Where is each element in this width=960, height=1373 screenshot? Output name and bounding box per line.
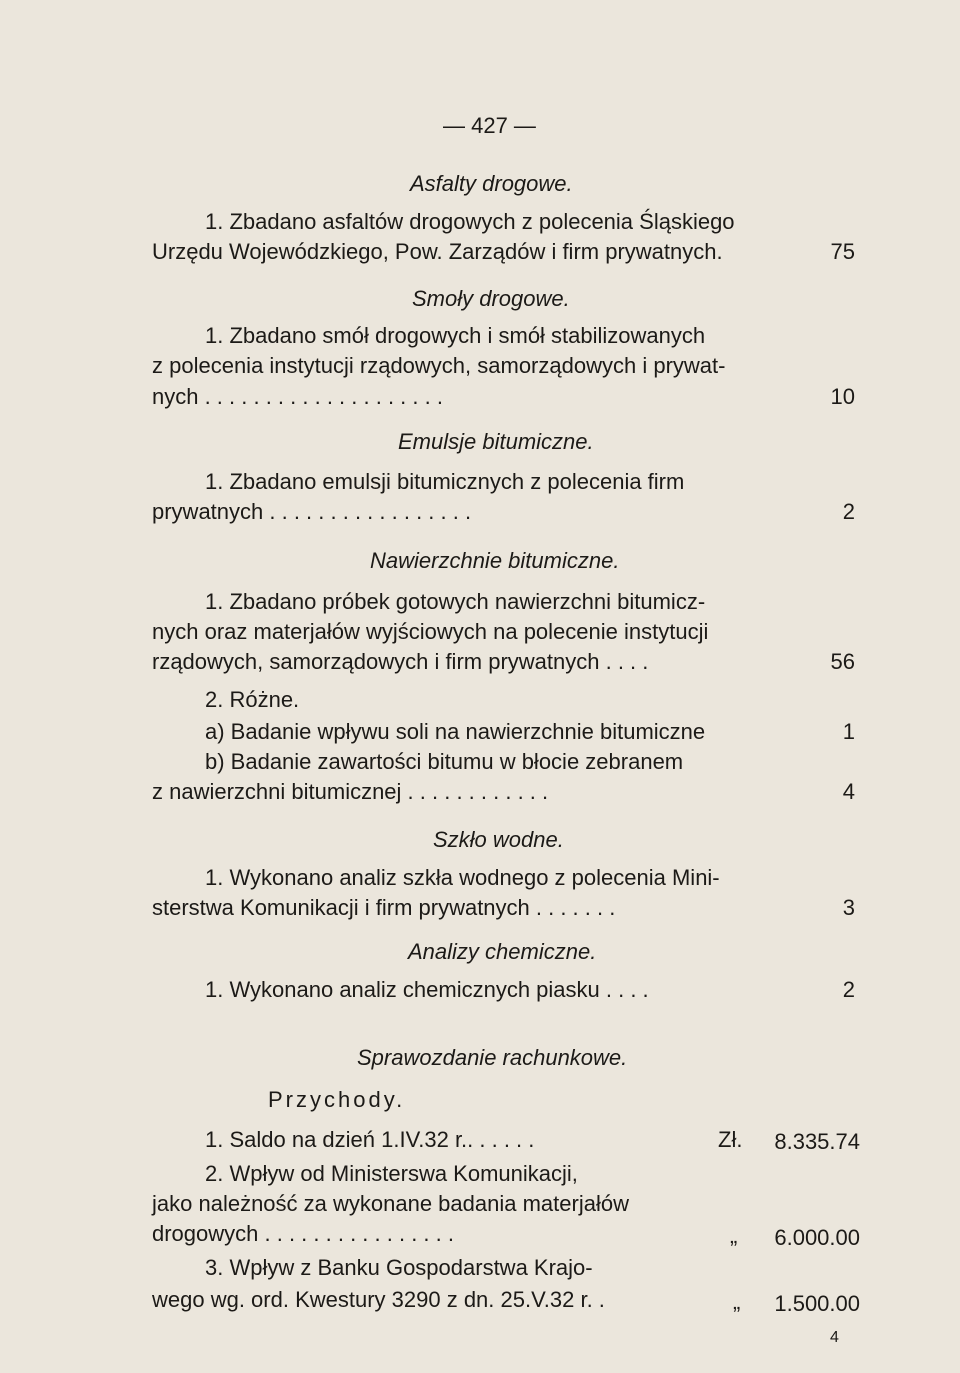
przychody-item-1-amount: 8.335.74 — [774, 1129, 860, 1154]
asfalty-line-1: 1. Zbadano asfaltów drogowych z polecenia Śląskiego — [205, 209, 735, 234]
przychody-item-2-line-2: jako należność za wykonane badania materjałów — [152, 1191, 629, 1216]
emulsje-line-2: prywatnych . . . . . . . . . . . . . . . . . — [152, 499, 472, 524]
przychody-item-3-currency: „ — [733, 1289, 741, 1314]
asfalty-count: 75 — [830, 239, 855, 264]
przychody-item-2-amount: 6.000.00 — [774, 1225, 860, 1250]
smoly-line-3: nych . . . . . . . . . . . . . . . . . . . . — [152, 384, 443, 409]
smoly-line-1: 1. Zbadano smół drogowych i smół stabilizowanych — [205, 323, 706, 348]
section-heading-sprawozdanie: Sprawozdanie rachunkowe. — [357, 1045, 628, 1070]
section-heading-szklo: Szkło wodne. — [433, 827, 564, 852]
przychody-item-1-currency: Zł. — [718, 1127, 743, 1152]
szklo-line-2: sterstwa Komunikacji i firm prywatnych . . . . . . . — [152, 895, 616, 920]
przychody-item-1: 1. Saldo na dzień 1.IV.32 r.. . . . . . — [205, 1127, 535, 1152]
nawierzchnie-count: 56 — [830, 649, 855, 674]
section-heading-nawierzchnie: Nawierzchnie bitumiczne. — [370, 548, 620, 573]
emulsje-count: 2 — [842, 499, 855, 524]
nawierzchnie-line-2: nych oraz materjałów wyjściowych na polecenie instytucji — [152, 619, 709, 644]
przychody-item-2-currency: „ — [730, 1223, 738, 1248]
section-heading-analizy: Analizy chemiczne. — [408, 939, 597, 964]
nawierzchnie-line-3: rządowych, samorządowych i firm prywatnych . . . . — [152, 649, 649, 674]
nawierzchnie-line-1: 1. Zbadano próbek gotowych nawierzchni bitumicz- — [205, 589, 706, 614]
section-heading-smoly: Smoły drogowe. — [412, 286, 570, 311]
rozne-item-a-count: 1 — [842, 719, 855, 744]
szklo-count: 3 — [842, 895, 855, 920]
footer-mark: 4 — [830, 1329, 839, 1346]
rozne-item-b-line-2: z nawierzchni bitumicznej . . . . . . . . . . . . — [152, 779, 549, 804]
asfalty-line-2: Urzędu Wojewódzkiego, Pow. Zarządów i firm prywatnych. — [152, 239, 723, 264]
section-heading-asfalty: Asfalty drogowe. — [410, 171, 573, 196]
przychody-item-3-line-2: wego wg. ord. Kwestury 3290 z dn. 25.V.32 r. . — [152, 1287, 605, 1312]
emulsje-line-1: 1. Zbadano emulsji bitumicznych z polecenia firm — [205, 469, 685, 494]
analizy-count: 2 — [842, 977, 855, 1002]
rozne-item-b-line-1: b) Badanie zawartości bitumu w błocie zebranem — [205, 749, 684, 774]
szklo-line-1: 1. Wykonano analiz szkła wodnego z polecenia Mini- — [205, 865, 720, 890]
przychody-item-3-amount: 1.500.00 — [774, 1291, 860, 1316]
rozne-item-a: a) Badanie wpływu soli na nawierzchnie bitumiczne — [205, 719, 706, 744]
rozne-item-b-count: 4 — [842, 779, 855, 804]
przychody-item-3-line-1: 3. Wpływ z Banku Gospodarstwa Krajo- — [205, 1255, 593, 1280]
section-heading-emulsje: Emulsje bitumiczne. — [398, 429, 594, 454]
analizy-line-1: 1. Wykonano analiz chemicznych piasku . . . . — [205, 977, 649, 1002]
rozne-heading: 2. Różne. — [205, 687, 300, 712]
przychody-item-2-line-3: drogowych . . . . . . . . . . . . . . . . — [152, 1221, 454, 1246]
przychody-heading: Przychody. — [268, 1087, 406, 1112]
page-number: — 427 — — [443, 113, 536, 138]
przychody-item-2-line-1: 2. Wpływ od Ministerswa Komunikacji, — [205, 1161, 578, 1186]
smoly-count: 10 — [830, 384, 855, 409]
smoly-line-2: z polecenia instytucji rządowych, samorządowych i prywat- — [152, 353, 726, 378]
